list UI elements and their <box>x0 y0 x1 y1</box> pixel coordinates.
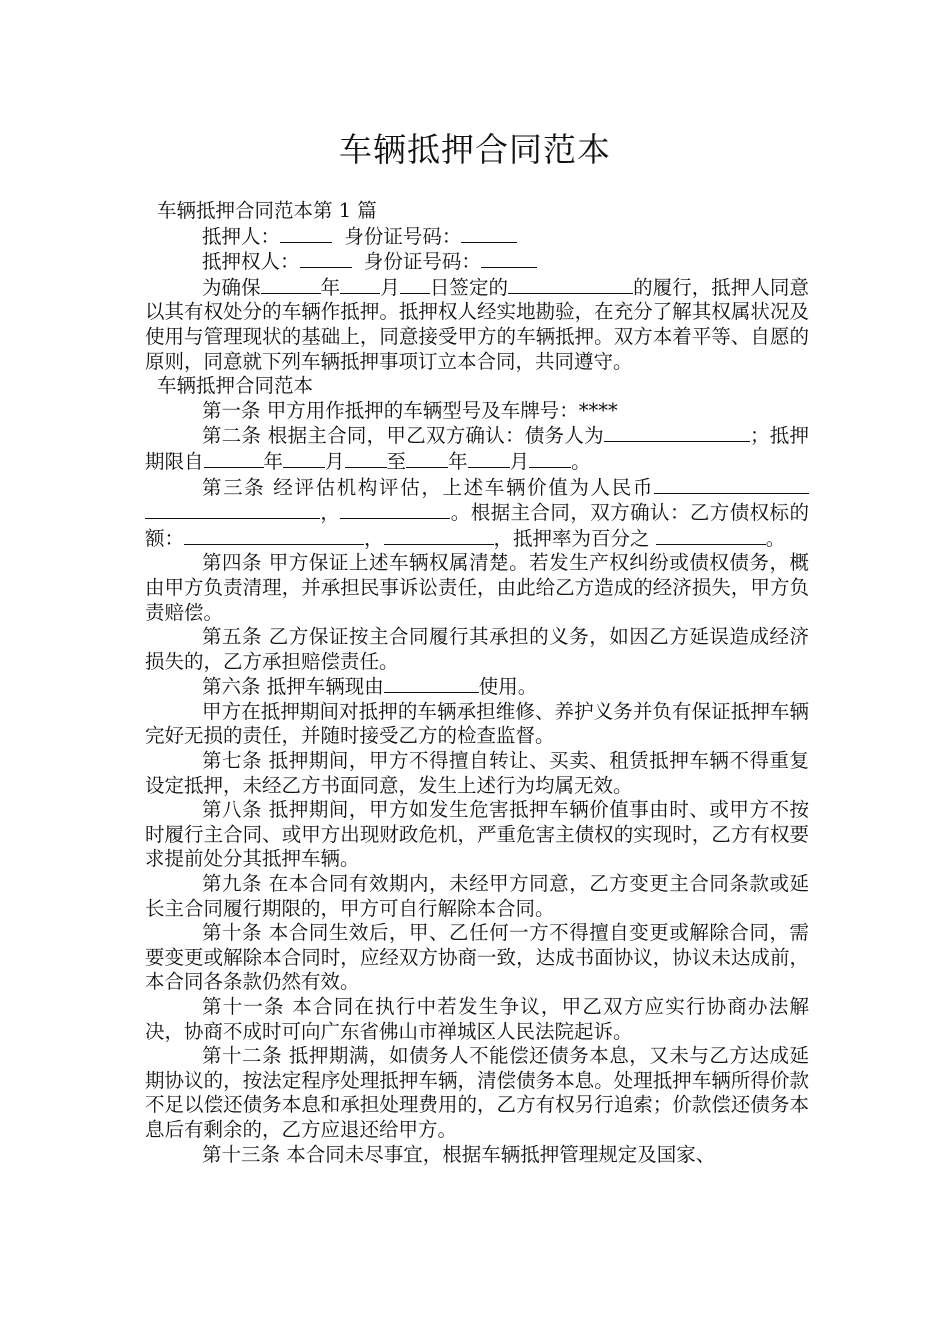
start-year-label: 年 <box>263 449 284 473</box>
section-heading: 车辆抵押合同范本第 1 篇 <box>157 199 377 222</box>
intro-day-blank <box>400 275 430 294</box>
end-day-blank <box>529 449 571 468</box>
article-3-comma: ， <box>320 501 341 525</box>
article-10: 第十条 本合同生效后，甲、乙任何一方不得擅自变更或解除合同，需要变更或解除本合同时，应经双方协商一致，达成书面协议，协议未达成前，本合同各条款仍然有效。 <box>145 921 809 994</box>
document-title: 车辆抵押合同范本 <box>339 130 611 169</box>
end-month-blank <box>468 449 510 468</box>
subheading: 车辆抵押合同范本 <box>157 374 314 398</box>
debtor-blank <box>604 423 750 442</box>
article-8: 第八条 抵押期间，甲方如发生危害抵押车辆价值事由时、或甲方不按时履行主合同、或甲方出现财政危机，严重危害主债权的实现时，乙方有权要求提前处分其抵押车辆。 <box>145 798 809 871</box>
article-2 <box>145 423 809 474</box>
mortgagee-name-blank <box>300 249 352 268</box>
article-6-text-b: 使用。 <box>478 675 538 699</box>
article-11: 第十一条 本合同在执行中若发生争议，甲乙双方应实行协商办法解决，协商不成时可向广东省佛山市禅城区人民法院起诉。 <box>145 995 809 1043</box>
start-month-label: 月 <box>325 449 345 473</box>
intro-year-blank <box>261 275 321 294</box>
mortgagor-id-blank <box>461 224 517 243</box>
vehicle-value-blank-1 <box>654 475 809 494</box>
mortgagee-id-label: 身份证号码： <box>363 250 481 274</box>
mortgage-rate-blank-2 <box>684 526 766 545</box>
mortgagee-label: 抵押权人： <box>202 250 300 274</box>
claim-amount-blank-1 <box>184 526 364 545</box>
article-2-text-a: 第二条 根据主合同，甲乙双方确认：债务人为 <box>202 424 604 448</box>
end-month-label: 月 <box>509 449 530 473</box>
article-5: 第五条 乙方保证按主合同履行其承担的义务，如因乙方延误造成经济损失的，乙方承担赔偿责任。 <box>145 625 809 673</box>
document-body <box>145 199 809 1167</box>
article-3-text-b: 。根据主合同，双方确认：乙方债权标的额： <box>145 501 809 550</box>
end-year-blank <box>406 449 448 468</box>
article-7: 第七条 抵押期间，甲方不得擅自转让、买卖、租赁抵押车辆不得重复设定抵押，未经乙方书面同意，发生上述行为均属无效。 <box>145 749 809 797</box>
article-1: 第一条 甲方用作抵押的车辆型号及车牌号：**** <box>202 398 618 422</box>
article-6-text-a: 第六条 抵押车辆现由 <box>202 675 384 699</box>
article-6-paragraph-2: 甲方在抵押期间对抵押的车辆承担维修、养护义务并负有保证抵押车辆完好无损的责任，并随时接受乙方的检查监督。 <box>145 699 809 748</box>
article-12: 第十二条 抵押期满，如债务人不能偿还债务本息，又未与乙方达成延期协议的，按法定程序处理抵押车辆，清偿债务本息。处理抵押车辆所得价款不足以偿还债务本息和承担处理费用的，乙方有权另行追索；价款偿还债务本息后有剩余的，乙方应退还给甲方。 <box>145 1044 809 1141</box>
start-month-blank <box>283 449 325 468</box>
article-3-comma-2: ， <box>364 526 384 550</box>
start-year-blank <box>204 449 264 468</box>
start-day-blank <box>345 449 387 468</box>
mortgagee-line <box>145 249 809 275</box>
intro-month-label: 月 <box>380 275 400 299</box>
mortgagor-id-label: 身份证号码： <box>344 224 462 248</box>
mortgagor-label: 抵押人： <box>202 224 281 248</box>
mortgage-rate-blank-1 <box>656 526 684 545</box>
article-4: 第四条 甲方保证上述车辆权属清楚。若发生产权纠纷或债权债务，概由甲方负责清理，并承担民事诉讼责任，由此给乙方造成的经济损失，甲方负责赔偿。 <box>145 551 809 624</box>
to-label: 至 <box>386 449 407 473</box>
mortgagee-id-blank <box>481 249 537 268</box>
mortgagor-name-blank <box>280 224 332 243</box>
intro-contract-blank <box>508 275 633 294</box>
article-2-text-b: ；抵押期限自 <box>145 424 809 473</box>
article-3-text-a: 第三条 经评估机构评估，上述车辆价值为人民币 <box>202 475 654 499</box>
intro-month-blank <box>340 275 380 294</box>
claim-amount-blank-2 <box>384 526 494 545</box>
article-9: 第九条 在本合同有效期内，未经甲方同意，乙方变更主合同条款或延长主合同履行期限的，甲方可自行解除本合同。 <box>145 872 809 920</box>
article-3 <box>145 475 809 552</box>
article-3-text-c: ，抵押率为百分之 <box>493 526 650 550</box>
article-2-end: 。 <box>571 449 591 473</box>
article-6 <box>145 674 809 700</box>
article-3-end: 。 <box>765 526 786 550</box>
end-year-label: 年 <box>448 449 468 473</box>
intro-year-label: 年 <box>320 275 341 299</box>
intro-text-1: 为确保 <box>202 275 261 299</box>
intro-paragraph <box>145 275 809 374</box>
mortgagor-line <box>145 224 809 250</box>
article-13: 第十三条 本合同未尽事宜，根据车辆抵押管理规定及国家、 <box>202 1142 716 1166</box>
intro-day-signed-label: 日签定的 <box>429 275 509 299</box>
vehicle-value-blank-2 <box>145 500 320 519</box>
vehicle-value-blank-3 <box>340 500 450 519</box>
intro-text-2: 的履行，抵押人同意以其有权处分的车辆作抵押。抵押权人经实地勘验，在充分了解其权属状况及使用与管理现状的基础上，同意接受甲方的车辆抵押。双方本着平等、自愿的原则，同意就下列车辆抵押事项订立本合同，共同遵守。 <box>145 275 809 373</box>
vehicle-user-blank <box>384 674 479 693</box>
